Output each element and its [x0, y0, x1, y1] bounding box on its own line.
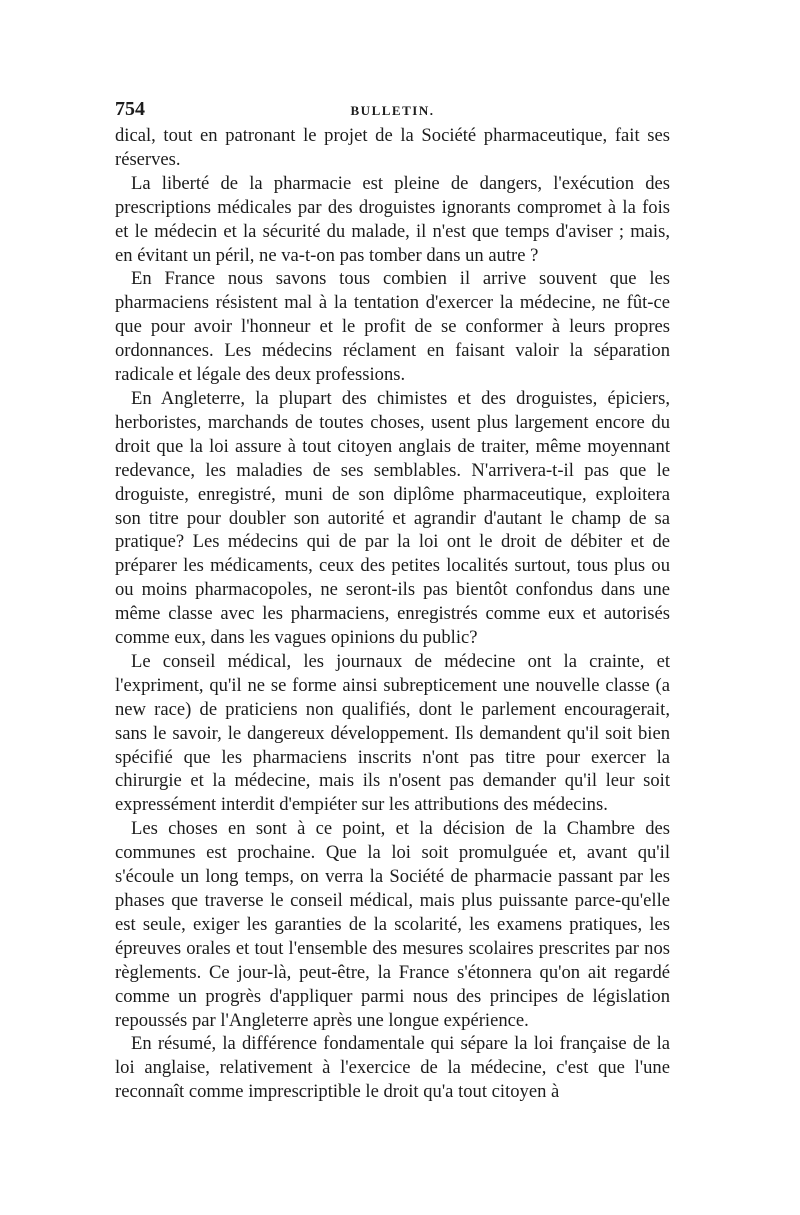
paragraph: En Angleterre, la plupart des chimistes et des droguistes, épiciers, herboristes, marchands de toutes choses, usent plus largement encore du droit que la loi assure à tout citoyen anglais de traiter, même moyennant redevance, les maladies de ses semblables. N'arrivera-t-il pas que le droguiste, enregistré, muni de son diplôme pharmaceutique, exploitera son titre pour doubler son autorité et agrandir d'autant le champ de sa pratique? Les médecins qui de par la loi ont le droit de débiter et de préparer les médicaments, ceux des petites localités surtout, tous plus ou ou moins pharmacopoles, ne seront-ils pas bientôt confondus dans une même classe avec les pharmaciens, enregistrés comme eux et autorisés comme eux, dans les vagues opinions du public?: [115, 387, 670, 649]
paragraph: Le conseil médical, les journaux de médecine ont la crainte, et l'expriment, qu'il ne se forme ainsi subrepticement une nouvelle classe (a new race) de praticiens non qualifiés, dont le parlement encouragerait, sans le savoir, le dangereux développement. Ils demandent qu'il soit bien spécifié que les pharmaciens inscrits n'ont pas titre pour exercer la chirurgie et la médecine, mais ils n'osent pas demander qu'il leur soit expressément interdit d'empiéter sur les attributions des médecins.: [115, 650, 670, 816]
paragraph: En France nous savons tous combien il arrive souvent que les pharmaciens résistent mal à la tentation d'exercer la médecine, ne fût-ce que pour avoir l'honneur et le profit de se conformer à leurs propres ordonnances. Les médecins réclament en faisant valoir la séparation radicale et légale des deux professions.: [115, 268, 670, 386]
body-text: [115, 124, 670, 1104]
paragraph: Les choses en sont à ce point, et la décision de la Chambre des communes est prochaine. Que la loi soit promulguée et, avant qu'il s'écoule un long temps, on verra la Société de pharmacie passant par les phases que traverse le conseil médical, mais plus puissante parce-qu'elle est seule, exiger les garanties de la scolarité, les examens pratiques, les épreuves orales et tout l'ensemble des mesures scolaires prescrites par nos règlements. Ce jour-là, peut-être, la France s'étonnera qu'on ait regardé comme un progrès d'appliquer parmi nous des principes de législation repoussés par l'Angleterre après une longue expérience.: [115, 818, 670, 1031]
paragraph: La liberté de la pharmacie est pleine de dangers, l'exécution des prescriptions médicales par des droguistes ignorants compromet à la fois et le médecin et la sécurité du malade, il n'est que temps d'aviser ; mais, en évitant un péril, ne va-t-on pas tomber dans un autre ?: [115, 172, 670, 266]
paragraph: En résumé, la différence fondamentale qui sépare la loi française de la loi anglaise, relativement à l'exercice de la médecine, c'est que l'une reconnaît comme imprescriptible le droit qu'a tout citoyen à: [115, 1033, 670, 1103]
running-title: BULLETIN.: [350, 103, 435, 118]
page-header: [115, 98, 670, 122]
page-number: 754: [115, 98, 145, 120]
paragraph: dical, tout en patronant le projet de la Société pharmaceutique, fait ses réserves.: [115, 125, 670, 170]
